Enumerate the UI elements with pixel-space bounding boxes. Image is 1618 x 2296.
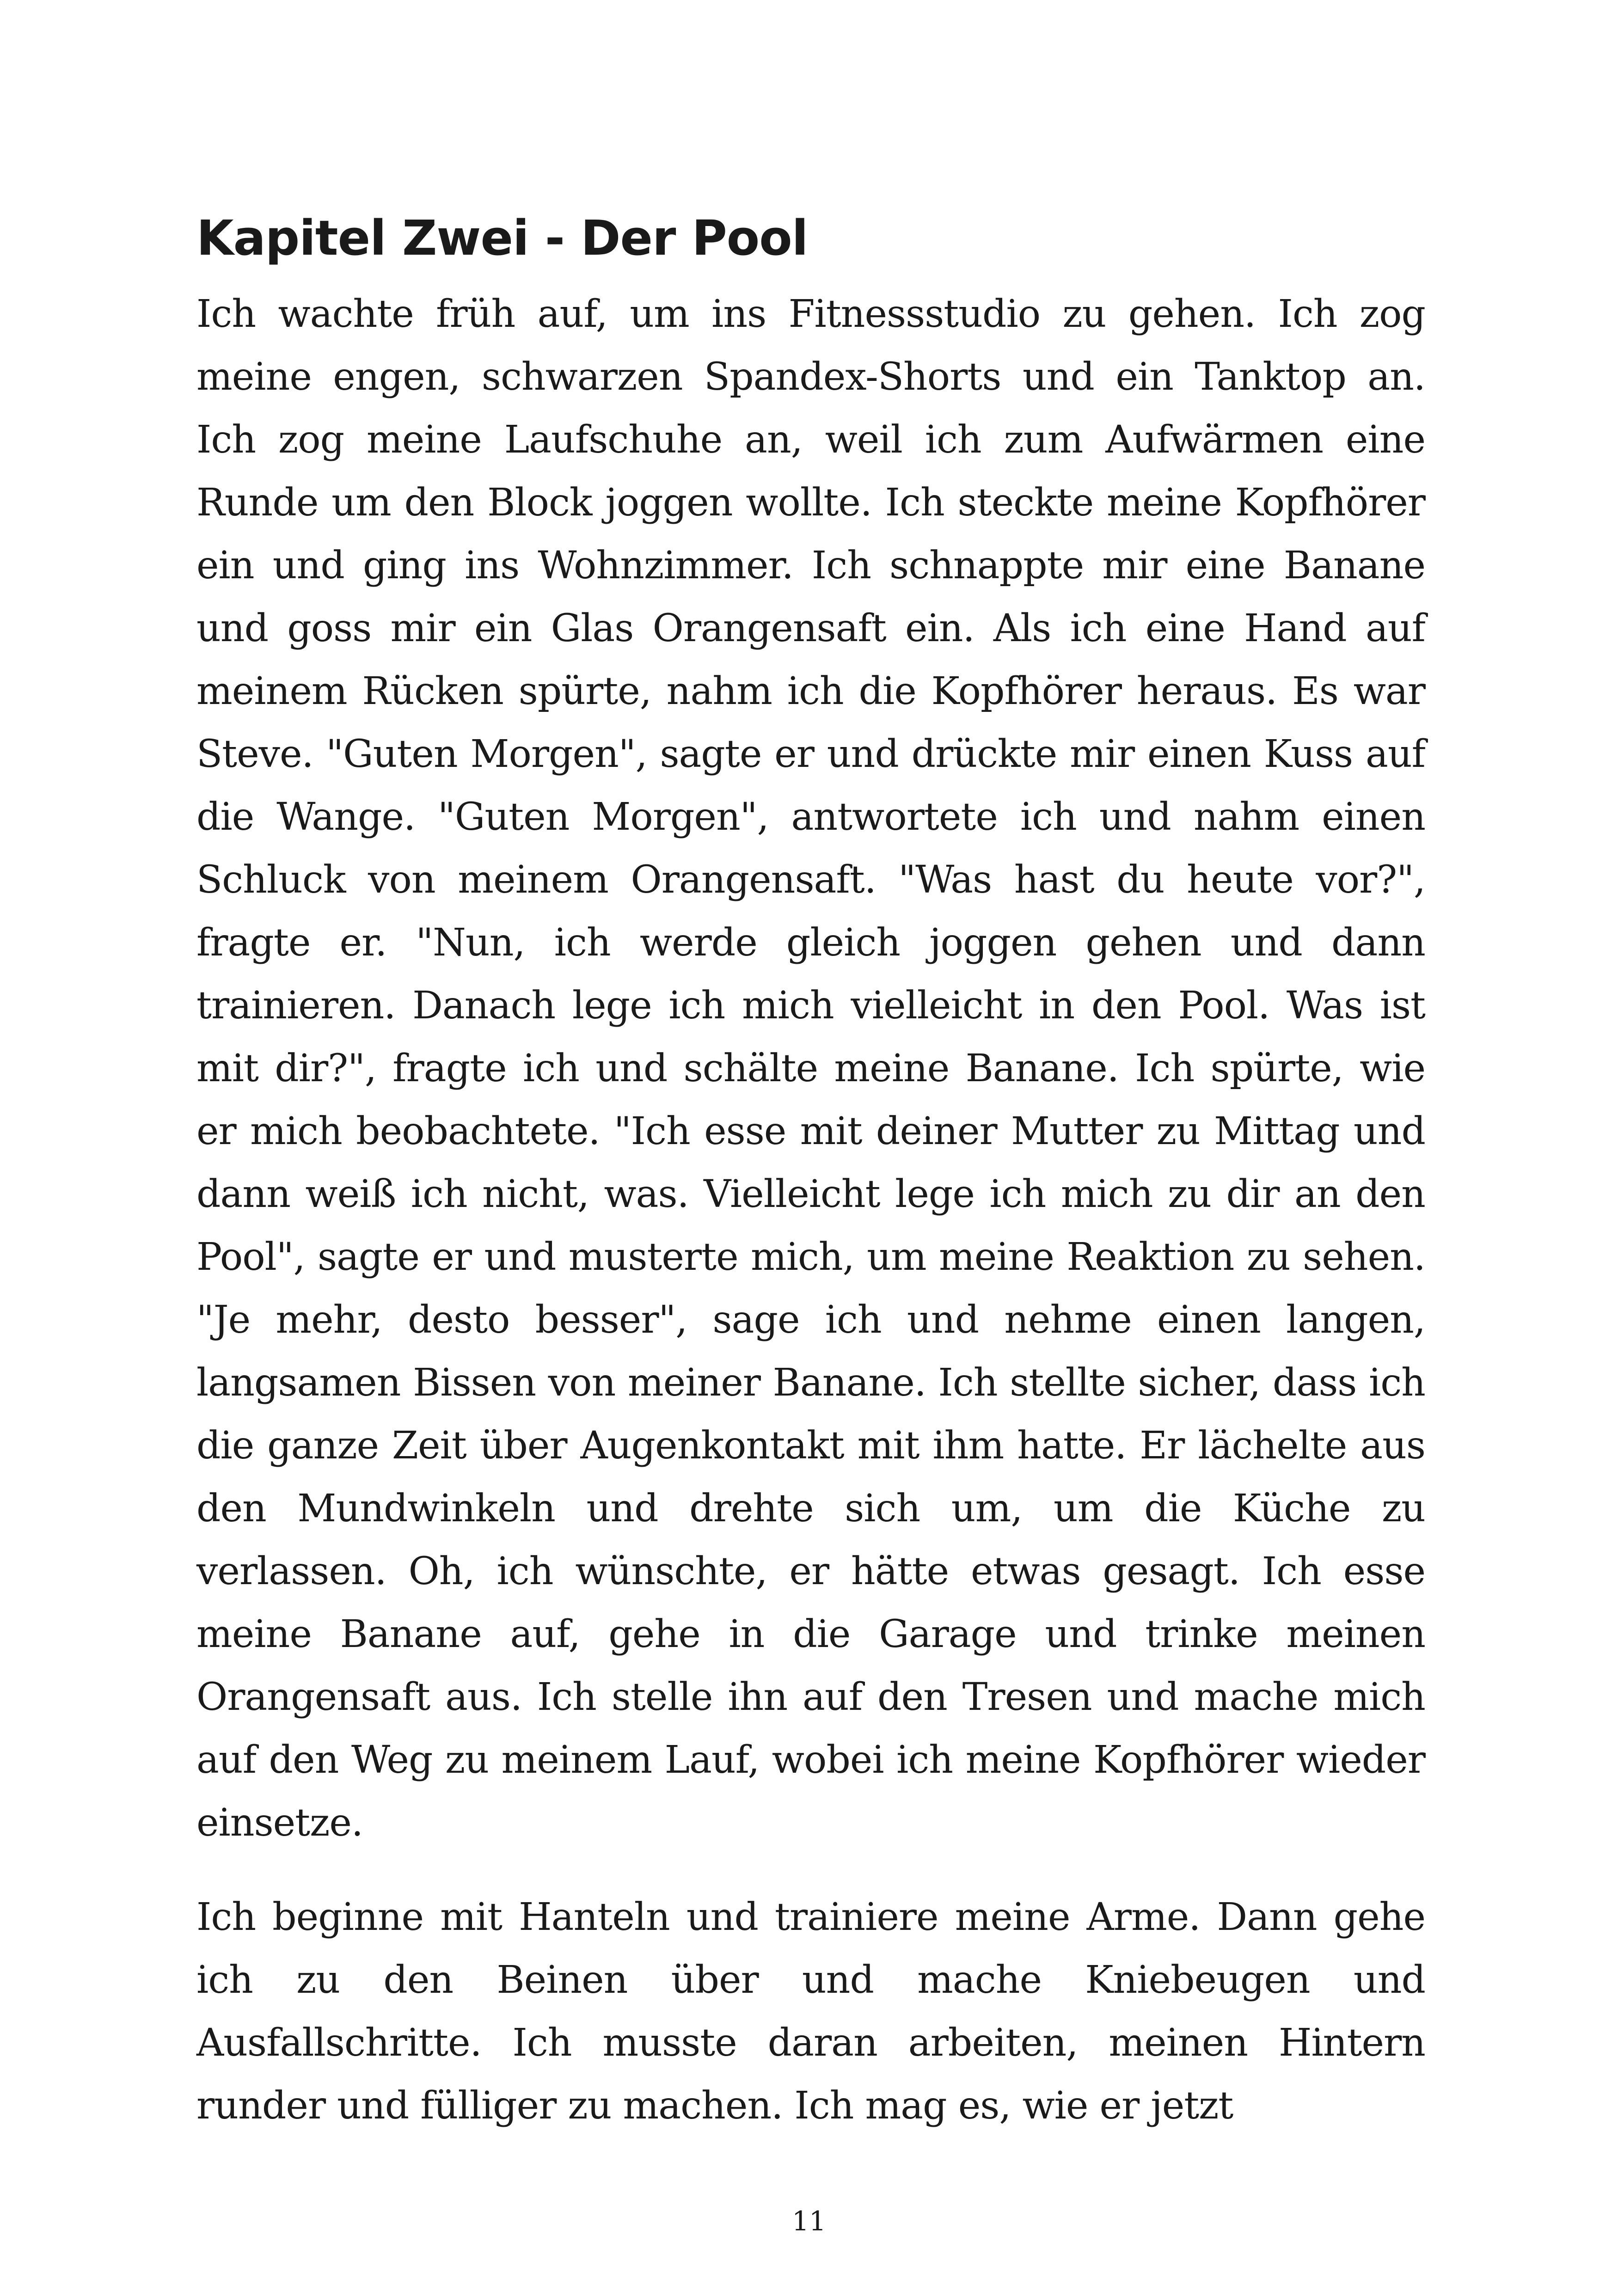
page-number: 11 [792,2205,826,2237]
chapter-body [196,283,1425,2137]
paragraph-1: Ich wachte früh auf, um ins Fitnessstudio zu gehen. Ich zog meine engen, schwarzen Spandex-Shorts und ein Tanktop an. Ich zog meine Laufschuhe an, weil ich zum Aufwärmen eine Runde um den Block joggen wollte. Ich steckte meine Kopfhörer ein und ging ins Wohnzimmer. Ich schnappte mir eine Banane und goss mir ein Glas Orangensaft ein. Als ich eine Hand auf meinem Rücken spürte, nahm ich die Kopfhörer heraus. Es war Steve. "Guten Morgen", sagte er und drückte mir einen Kuss auf die Wange. "Guten Morgen", antwortete ich und nahm einen Schluck von meinem Orangensaft. "Was hast du heute vor?", fragte er. "Nun, ich werde gleich joggen gehen und dann trainieren. Danach lege ich mich vielleicht in den Pool. Was ist mit dir?", fragte ich und schälte meine Banane. Ich spürte, wie er mich beobachtete. "Ich esse mit deiner Mutter zu Mittag und dann weiß ich nicht, was. Vielleicht lege ich mich zu dir an den Pool", sagte er und musterte mich, um meine Reaktion zu sehen. "Je mehr, desto besser", sage ich und nehme einen langen, langsamen Bissen von meiner Banane. Ich stellte sicher, dass ich die ganze Zeit über Augenkontakt mit ihm hatte. Er lächelte aus den Mundwinkeln und drehte sich um, um die Küche zu verlassen. Oh, ich wünschte, er hätte etwas gesagt. Ich esse meine Banane auf, gehe in die Garage und trinke meinen Orangensaft aus. Ich stelle ihn auf den Tresen und mache mich auf den Weg zu meinem Lauf, wobei ich meine Kopfhörer wieder einsetze. [196,292,1425,1845]
paragraph-2: Ich beginne mit Hanteln und trainiere meine Arme. Dann gehe ich zu den Beinen über und mache Kniebeugen und Ausfallschritte. Ich musste daran arbeiten, meinen Hintern runder und fülliger zu machen. Ich mag es, wie er jetzt [196,1895,1425,2128]
chapter-title: Kapitel Zwei - Der Pool [196,210,808,266]
